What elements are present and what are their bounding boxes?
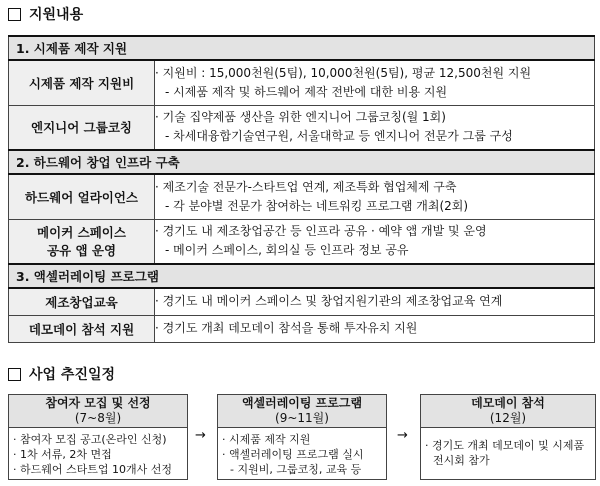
row-description: · 경기도 내 메이커 스페이스 및 창업지원기관의 제조창업교육 연계 — [155, 288, 595, 315]
row-description: · 기술 집약제품 생산을 위한 엔지니어 그룹코칭(월 1회) - 차세대융합기술연구원, 서울대학교 등 엔지니어 전문가 그룹 구성 — [155, 105, 595, 150]
row-label: 데모데이 참석 지원 — [9, 315, 155, 342]
table-row — [9, 105, 595, 150]
schedule-step-demoday — [420, 394, 596, 480]
row-label: 제조창업교육 — [9, 288, 155, 315]
category-row: 2. 하드웨어 창업 인프라 구축 — [9, 150, 595, 174]
step-body: · 참여자 모집 공고(온라인 신청) · 1차 서류, 2차 면접 · 하드웨어 스타트업 10개사 선정 — [13, 433, 172, 476]
table-row — [9, 60, 595, 105]
row-description: · 경기도 개최 데모데이 참석을 통해 투자유치 지원 — [155, 315, 595, 342]
step-header: 참여자 모집 및 선정 (7~8월) — [9, 395, 187, 428]
section-title-support: 지원내용 — [8, 4, 83, 24]
checkbox-square-icon — [8, 8, 21, 21]
row-description: · 경기도 내 제조창업공간 등 인프라 공유 · 예약 앱 개발 및 운영 - 메이커 스페이스, 회의실 등 인프라 정보 공유 — [155, 219, 595, 264]
row-label: 엔지니어 그룹코칭 — [9, 105, 155, 150]
row-description: · 제조기술 전문가-스타트업 연계, 제조특화 협업체제 구축 - 각 분야별 전문가 참여하는 네트워킹 프로그램 개최(2회) — [155, 174, 595, 219]
arrow-right-icon: → — [195, 428, 206, 443]
support-table — [8, 35, 595, 343]
schedule-step-accelerating — [217, 394, 387, 480]
section-title-schedule: 사업 추진일정 — [8, 364, 115, 384]
table-row — [9, 315, 595, 342]
row-label: 시제품 제작 지원비 — [9, 60, 155, 105]
category-row: 1. 시제품 제작 지원 — [9, 36, 595, 60]
step-body: · 시제품 제작 지원 · 액셀러레이팅 프로그램 실시 - 지원비, 그룹코칭, 교육 등 — [222, 433, 364, 476]
step-header: 데모데이 참석 (12월) — [421, 395, 595, 428]
schedule-step-recruitment — [8, 394, 188, 480]
step-body: · 경기도 개최 데모데이 및 시제품 전시회 참가 — [425, 439, 585, 467]
table-row — [9, 174, 595, 219]
step-header: 액셀러레이팅 프로그램 (9~11월) — [218, 395, 386, 428]
table-row — [9, 288, 595, 315]
checkbox-square-icon — [8, 368, 21, 381]
arrow-right-icon: → — [397, 428, 408, 443]
table-row — [9, 219, 595, 264]
row-label: 메이커 스페이스 공유 앱 운영 — [9, 219, 155, 264]
category-row: 3. 액셀러레이팅 프로그램 — [9, 264, 595, 288]
row-description: · 지원비 : 15,000천원(5팀), 10,000천원(5팀), 평균 12,500천원 지원 - 시제품 제작 및 하드웨어 제작 전반에 대한 비용 지원 — [155, 60, 595, 105]
row-label: 하드웨어 얼라이언스 — [9, 174, 155, 219]
